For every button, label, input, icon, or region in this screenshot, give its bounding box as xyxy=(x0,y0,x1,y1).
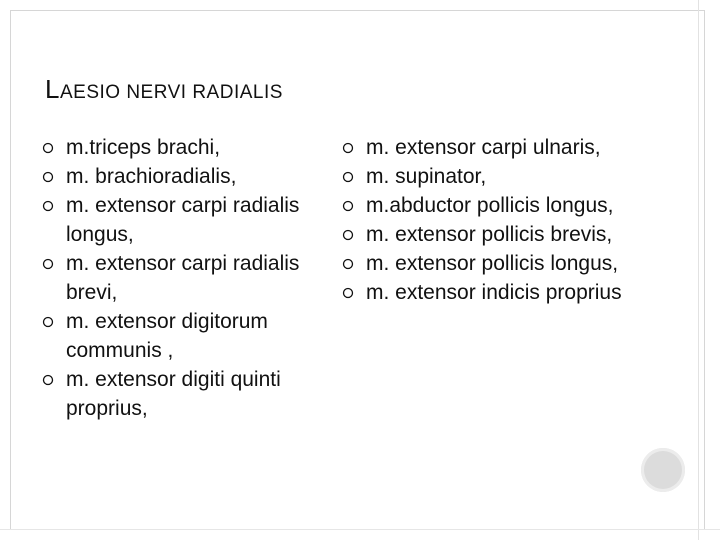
vertical-divider xyxy=(698,0,699,540)
list-item xyxy=(342,133,692,162)
list-item xyxy=(42,133,332,162)
bullet-circle-icon xyxy=(42,142,54,154)
list-item xyxy=(342,191,692,220)
bullet-circle-icon xyxy=(342,200,354,212)
list-item-text: m. brachioradialis, xyxy=(66,165,237,188)
decorative-circle xyxy=(641,448,685,492)
list-item xyxy=(342,278,692,307)
list-item xyxy=(42,191,332,249)
right-bullet-list xyxy=(342,133,692,307)
list-item xyxy=(42,307,332,365)
bullet-circle-icon xyxy=(42,171,54,183)
bullet-circle-icon xyxy=(42,316,54,328)
list-item-text: m. extensor carpi radialis brevi, xyxy=(66,252,300,304)
bullet-circle-icon xyxy=(42,374,54,386)
title-first-letter: L xyxy=(45,74,60,104)
bullet-circle-icon xyxy=(342,258,354,270)
bullet-circle-icon xyxy=(342,142,354,154)
list-item-text: m.abductor pollicis longus, xyxy=(366,194,614,217)
list-item-text: m.triceps brachi, xyxy=(66,136,221,159)
list-item-text: m. extensor digiti quinti proprius, xyxy=(66,368,281,420)
list-item xyxy=(42,365,332,423)
list-item-text: m. extensor carpi ulnaris, xyxy=(366,136,601,159)
list-item-text: m. extensor indicis proprius xyxy=(366,281,622,304)
bullet-circle-icon xyxy=(42,258,54,270)
list-item-text: m. extensor digitorum communis , xyxy=(66,310,268,362)
slide-title xyxy=(45,74,283,105)
list-item xyxy=(342,220,692,249)
bottom-divider xyxy=(0,529,720,530)
list-item xyxy=(342,249,692,278)
list-item-text: m. extensor pollicis brevis, xyxy=(366,223,613,246)
list-item-text: m. supinator, xyxy=(366,165,487,188)
list-item-text: m. extensor pollicis longus, xyxy=(366,252,619,275)
left-bullet-list xyxy=(42,133,332,423)
bullet-circle-icon xyxy=(342,229,354,241)
bullet-circle-icon xyxy=(342,171,354,183)
bullet-circle-icon xyxy=(42,200,54,212)
bullet-circle-icon xyxy=(342,287,354,299)
list-item-text: m. extensor carpi radialis longus, xyxy=(66,194,300,246)
list-item xyxy=(42,249,332,307)
list-item xyxy=(342,162,692,191)
title-rest: AESIO NERVI RADIALIS xyxy=(59,82,283,103)
list-item xyxy=(42,162,332,191)
